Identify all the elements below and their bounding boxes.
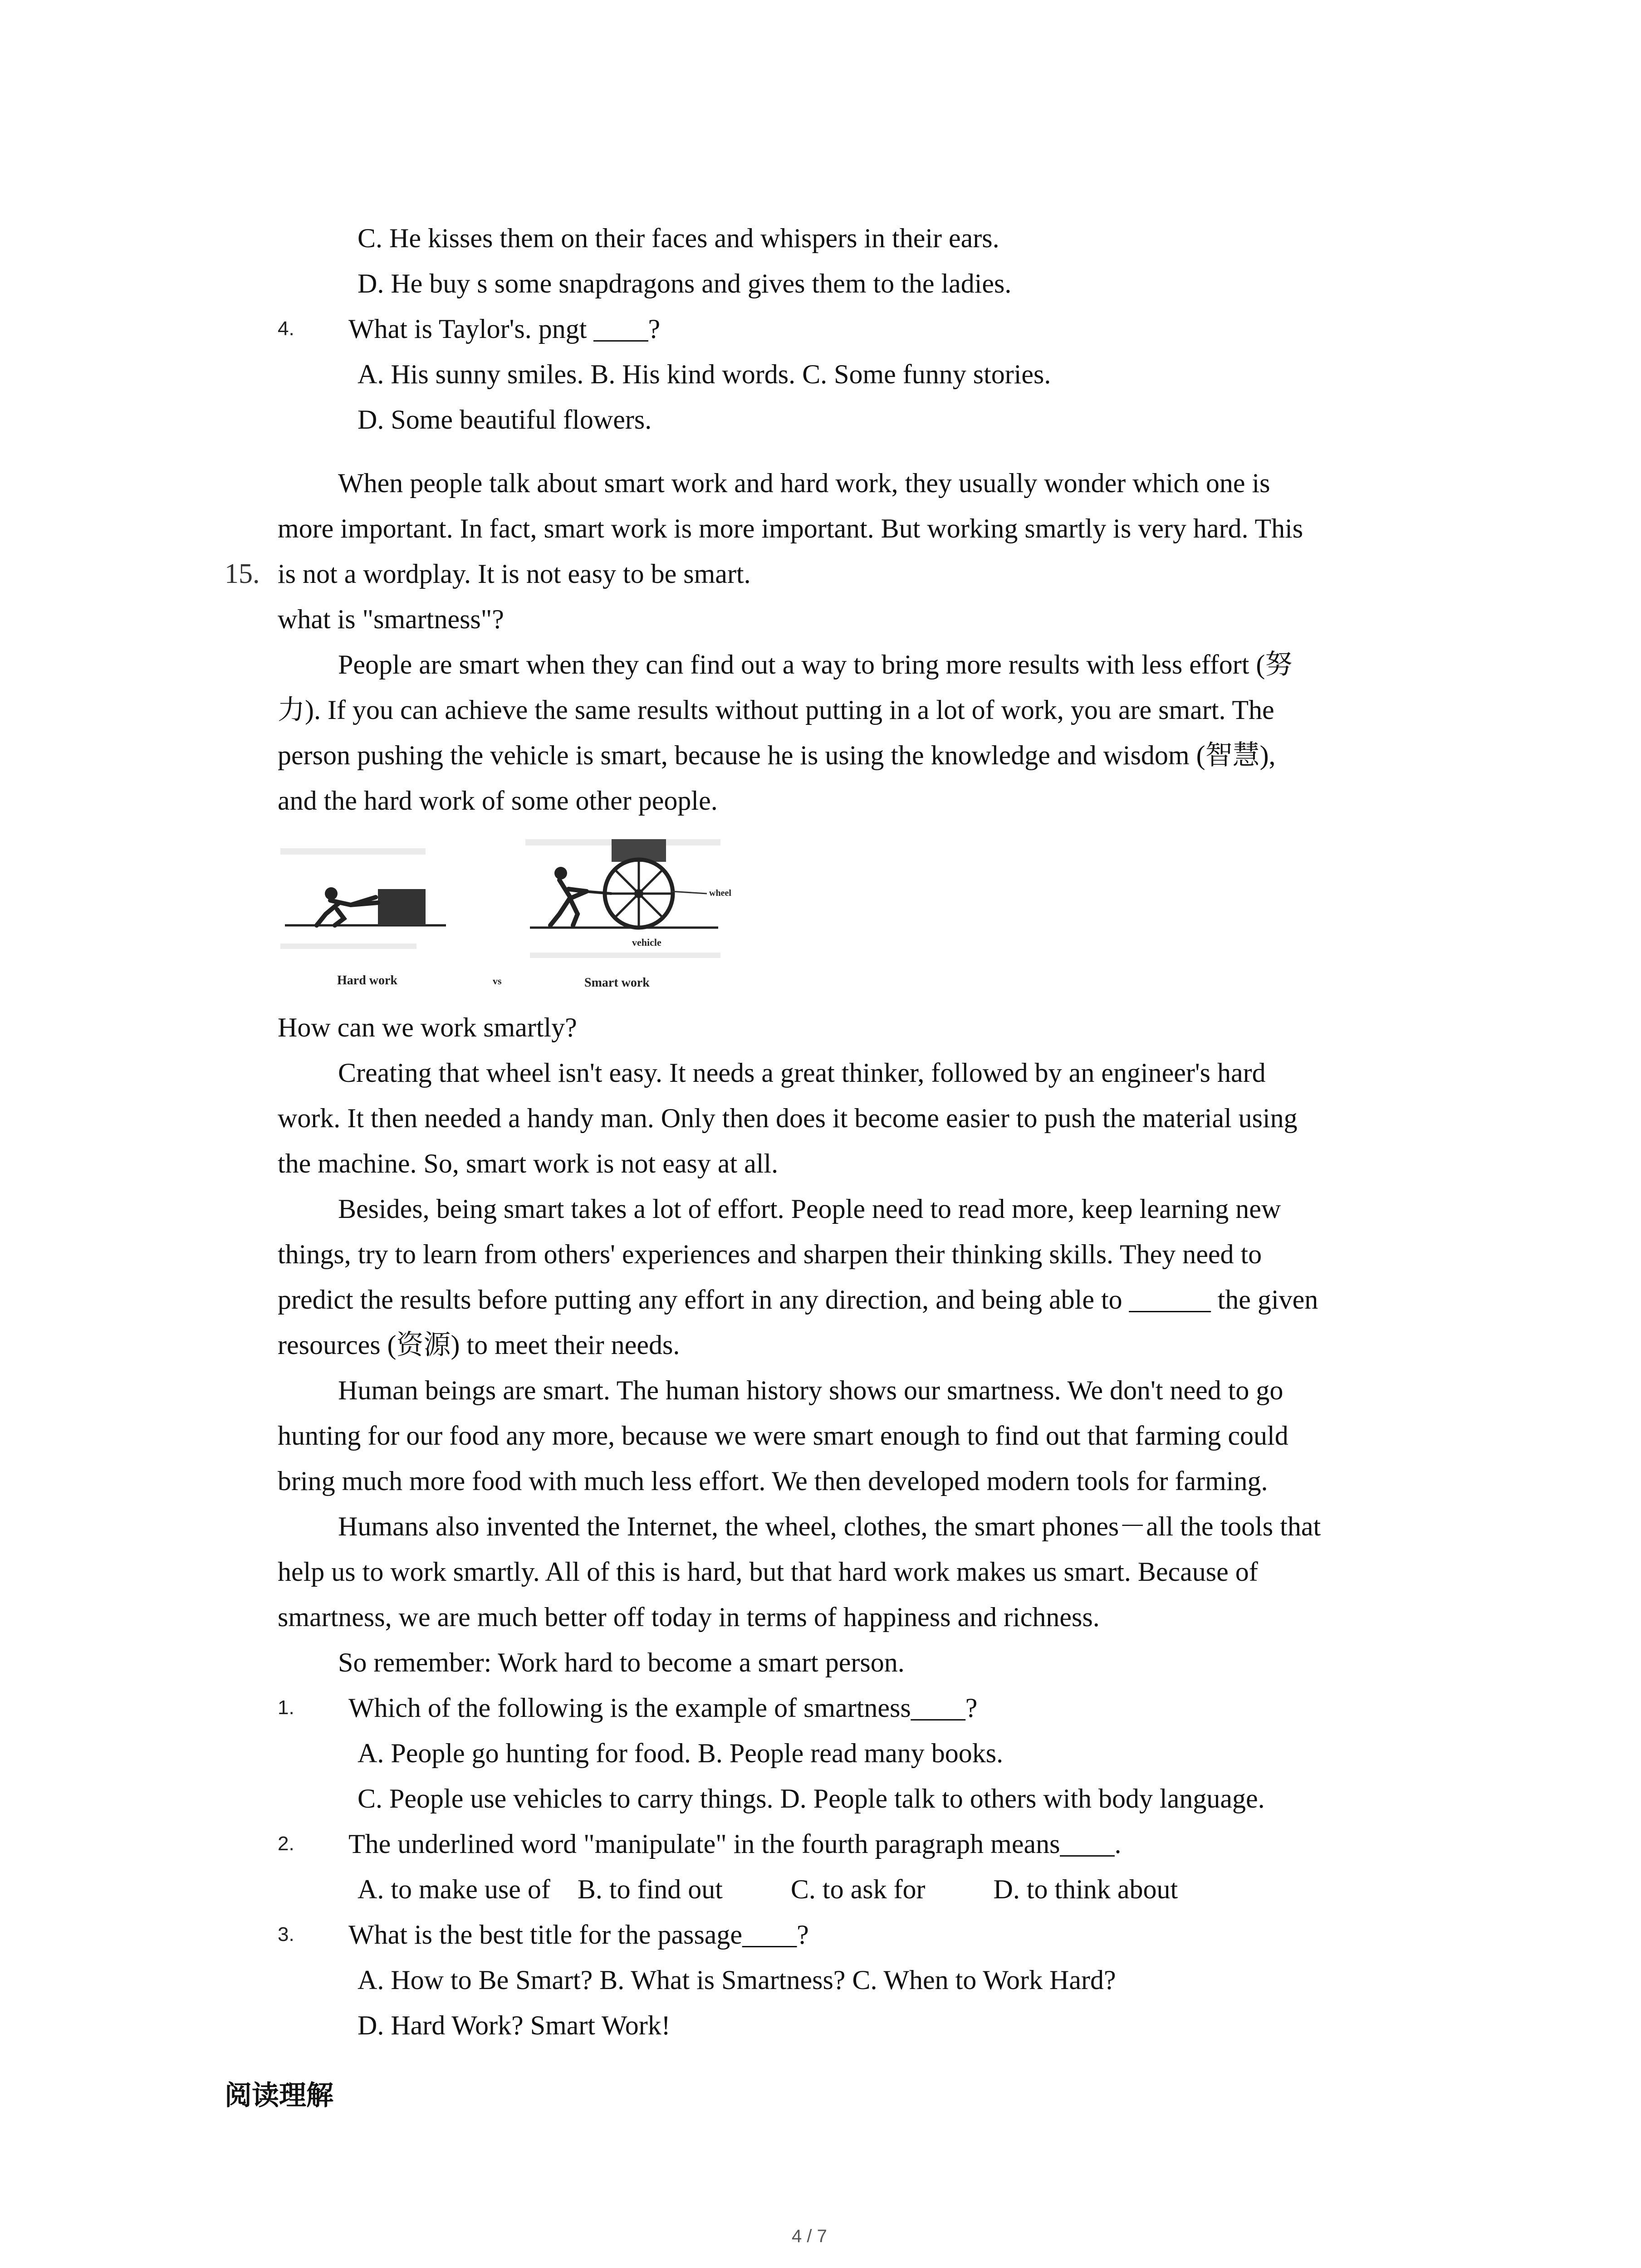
paragraph-line: People are smart when they can find out a way to bring more results with less effort (努 bbox=[338, 650, 1293, 679]
smart-work-caption: Smart work bbox=[584, 976, 650, 990]
question-options: A. His sunny smiles. B. His kind words. C. Some funny stories. bbox=[358, 359, 1051, 389]
paragraph-line: Human beings are smart. The human history shows our smartness. We don't need to go bbox=[338, 1375, 1283, 1405]
hard-work-caption: Hard work bbox=[337, 973, 397, 987]
paragraph-line: bring much more food with much less effort. We then developed modern tools for farming. bbox=[278, 1466, 1268, 1496]
paragraph-line: help us to work smartly. All of this is hard, but that hard work makes us smart. Because of bbox=[278, 1557, 1258, 1587]
question-number: 1. bbox=[278, 1696, 294, 1719]
subheading-line: what is "smartness"? bbox=[278, 604, 504, 634]
question-options: A. People go hunting for food. B. People read many books. bbox=[358, 1738, 1004, 1768]
question-stem: What is the best title for the passage____? bbox=[348, 1920, 809, 1950]
question-options: A. How to Be Smart? B. What is Smartness? C. When to Work Hard? bbox=[358, 1965, 1116, 1995]
question-stem: Which of the following is the example of smartness____? bbox=[348, 1693, 978, 1723]
hard-vs-smart-work-figure bbox=[276, 830, 743, 1002]
paragraph-line: is not a wordplay. It is not easy to be smart. bbox=[278, 559, 751, 589]
paragraph-line: hunting for our food any more, because we were smart enough to find out that farming could bbox=[278, 1421, 1288, 1451]
paragraph-line: more important. In fact, smart work is more important. But working smartly is very hard. This bbox=[278, 513, 1303, 543]
question-options: D. Some beautiful flowers. bbox=[358, 405, 652, 435]
paragraph-line: the machine. So, smart work is not easy at all. bbox=[278, 1149, 779, 1178]
question-options: C. People use vehicles to carry things. D. People talk to others with body language. bbox=[358, 1784, 1265, 1813]
option-d-line: D. He buy s some snapdragons and gives them to the ladies. bbox=[358, 269, 1012, 298]
question-number: 3. bbox=[278, 1923, 294, 1945]
paragraph-line: Besides, being smart takes a lot of effort. People need to read more, keep learning new bbox=[338, 1194, 1281, 1224]
paragraph-line: When people talk about smart work and hard work, they usually wonder which one is bbox=[338, 468, 1270, 498]
wheel-label: wheel bbox=[709, 888, 731, 898]
vs-label: vs bbox=[493, 975, 502, 987]
question-number: 2. bbox=[278, 1833, 294, 1855]
section-heading: 阅读理解 bbox=[225, 2080, 333, 2112]
paragraph-line: resources (资源) to meet their needs. bbox=[278, 1330, 680, 1360]
question-options: D. Hard Work? Smart Work! bbox=[358, 2010, 671, 2040]
option-c-line: C. He kisses them on their faces and whispers in their ears. bbox=[358, 223, 999, 253]
paragraph-line: So remember: Work hard to become a smart person. bbox=[338, 1647, 905, 1677]
question-stem: The underlined word "manipulate" in the fourth paragraph means____. bbox=[348, 1829, 1122, 1859]
paragraph-line: things, try to learn from others' experiences and sharpen their thinking skills. They need to bbox=[278, 1239, 1262, 1269]
paragraph-line: smartness, we are much better off today in terms of happiness and richness. bbox=[278, 1602, 1100, 1632]
paragraph-line: Humans also invented the Internet, the wheel, clothes, the smart phones－all the tools that bbox=[338, 1511, 1321, 1541]
paragraph-line: person pushing the vehicle is smart, because he is using the knowledge and wisdom (智慧), bbox=[278, 740, 1276, 770]
page-number: 4 / 7 bbox=[792, 2226, 827, 2246]
paragraph-line: work. It then needed a handy man. Only then does it become easier to push the material using bbox=[278, 1103, 1298, 1133]
vehicle-label: vehicle bbox=[632, 937, 661, 948]
question-stem: What is Taylor's. pngt ____? bbox=[348, 314, 661, 344]
paragraph-line: and the hard work of some other people. bbox=[278, 786, 718, 816]
question-options: A. to make use of B. to find out C. to ask for D. to think about bbox=[358, 1874, 1178, 1904]
subheading-line: How can we work smartly? bbox=[278, 1012, 577, 1042]
question-number: 4. bbox=[278, 318, 294, 340]
paragraph-line: 力). If you can achieve the same results without putting in a lot of work, you are smart. The bbox=[278, 695, 1274, 725]
paragraph-line: predict the results before putting any effort in any direction, and being able to ______ the given bbox=[278, 1285, 1318, 1315]
passage-number: 15. bbox=[225, 558, 260, 589]
paragraph-line: Creating that wheel isn't easy. It needs a great thinker, followed by an engineer's hard bbox=[338, 1058, 1266, 1088]
